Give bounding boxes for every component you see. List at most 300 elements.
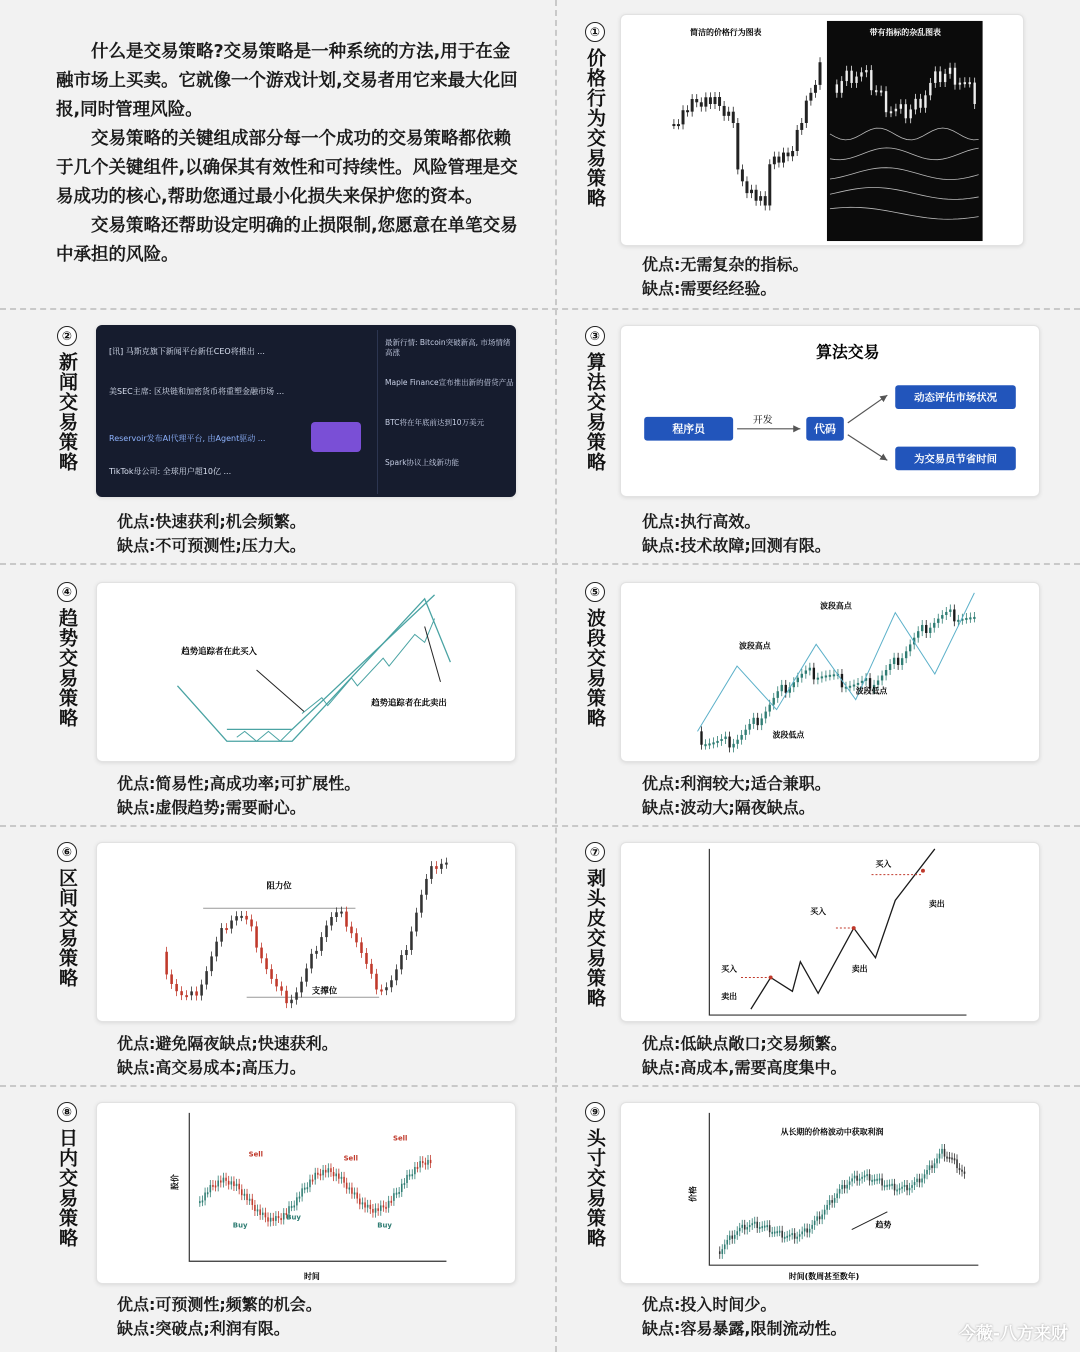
- cons-text: 缺点:波动大;隔夜缺点。: [642, 798, 815, 817]
- candle-body: [911, 1185, 913, 1188]
- candle-body: [861, 1177, 863, 1179]
- candle-body: [210, 956, 213, 971]
- candle-body: [170, 974, 173, 984]
- candle-body: [425, 1163, 427, 1165]
- candle-body: [744, 730, 746, 735]
- strategy-name: 算法交易策略: [584, 352, 606, 472]
- candle-body: [836, 1194, 838, 1199]
- candle-body: [924, 95, 926, 107]
- divider: [377, 330, 378, 494]
- candle-body: [425, 879, 428, 895]
- candle-body: [350, 927, 353, 934]
- candle-body: [202, 1200, 204, 1202]
- candle-body: [420, 895, 423, 913]
- candle-body: [877, 680, 879, 684]
- candle-body: [949, 1157, 951, 1159]
- candle-body: [826, 1205, 828, 1210]
- candle-body: [941, 1149, 943, 1154]
- candle-body: [905, 104, 907, 118]
- candle-body: [773, 698, 775, 705]
- candle-body: [925, 625, 927, 633]
- candle-body: [796, 1237, 798, 1239]
- candle-body: [885, 91, 887, 112]
- candle-body: [190, 991, 193, 995]
- candle-body: [354, 1193, 356, 1195]
- candle-body: [811, 1225, 813, 1229]
- candle-body: [422, 1161, 424, 1163]
- strategy-name: 头寸交易策略: [584, 1128, 606, 1248]
- candle-body: [385, 987, 388, 990]
- candle-body: [349, 1188, 351, 1190]
- candle-body: [435, 866, 438, 869]
- strategy-name: 趋势交易策略: [56, 608, 78, 728]
- candle-body: [854, 1176, 856, 1179]
- candle-body: [280, 986, 283, 990]
- candle-body: [445, 863, 448, 865]
- candle-body: [805, 101, 808, 123]
- candle-body: [370, 1205, 372, 1209]
- candle-body: [949, 609, 951, 611]
- candle-body: [280, 1218, 282, 1220]
- candle-body: [777, 691, 779, 698]
- pros-text: 优点:利润较大;适合兼职。: [642, 774, 831, 793]
- candle-body: [356, 1193, 358, 1199]
- candle-body: [909, 109, 911, 118]
- candle-body: [700, 102, 703, 106]
- candle-body: [954, 68, 956, 85]
- candle-body: [398, 1192, 400, 1194]
- candle-body: [401, 1184, 403, 1192]
- candle-body: [708, 743, 710, 745]
- candle-body: [937, 619, 939, 623]
- sell-label: Sell: [393, 1134, 408, 1143]
- candle-body: [773, 157, 776, 165]
- cons-text: 缺点:容易暴露,限制流动性。: [642, 1319, 847, 1338]
- candle-body: [315, 951, 318, 954]
- chart-title-right: 带有指标的杂乱图表: [869, 27, 941, 37]
- candle-body: [385, 1207, 387, 1209]
- candle-body: [293, 1205, 295, 1207]
- candle-body: [874, 1179, 876, 1181]
- candle-body: [800, 123, 803, 130]
- scalping-chart: [620, 842, 1040, 1022]
- edge-arrow: [848, 395, 888, 423]
- candle-body: [749, 1225, 751, 1227]
- swing-high-label: 波段高点: [739, 641, 771, 651]
- candle-body: [275, 979, 278, 986]
- candle-body: [732, 744, 734, 748]
- candle-body: [859, 1179, 861, 1181]
- candle-body: [969, 82, 971, 84]
- axes: [709, 849, 966, 1015]
- candle-body: [819, 1216, 821, 1219]
- candle-body: [893, 658, 895, 664]
- candle-body: [885, 670, 887, 675]
- candle-body: [806, 1228, 808, 1232]
- candle-body: [200, 985, 203, 996]
- candle-body: [736, 740, 738, 744]
- strategy-name: 新闻交易策略: [56, 352, 78, 472]
- candle-body: [317, 1173, 319, 1175]
- candle-body: [759, 196, 762, 201]
- candle-body: [909, 644, 911, 651]
- pros-text: 优点:执行高效。: [642, 512, 761, 531]
- candle-body: [333, 1172, 335, 1176]
- candle-body: [797, 678, 799, 682]
- candle-body: [809, 93, 812, 101]
- pros-text: 优点:无需复杂的指标。: [642, 255, 809, 274]
- candle-body: [672, 124, 675, 126]
- candle-body: [856, 1176, 858, 1181]
- strategy-name: 波段交易策略: [584, 608, 606, 728]
- candle-body: [752, 718, 754, 724]
- cons-text: 缺点:突破点;利润有限。: [117, 1319, 290, 1338]
- candle-body: [726, 1240, 728, 1245]
- price-action-chart: [620, 14, 1024, 246]
- candle-body: [225, 1178, 227, 1181]
- candle-body: [781, 685, 783, 691]
- candle-body: [360, 942, 363, 953]
- candle-body: [260, 948, 263, 959]
- candle-body: [934, 1163, 936, 1168]
- candle-body: [430, 1160, 432, 1163]
- candle-body: [782, 153, 785, 163]
- candle-body: [741, 169, 744, 181]
- candle-body: [217, 1180, 219, 1186]
- price-line: [697, 593, 974, 731]
- candle-body: [769, 1225, 771, 1232]
- candle-body: [889, 664, 891, 670]
- candle-body: [849, 1181, 851, 1184]
- candle-body: [801, 1232, 803, 1235]
- candle-body: [751, 1223, 753, 1225]
- news-row: Reservoir发布AI代理平台, 由Agent驱动 ...: [109, 434, 266, 443]
- candle-body: [876, 1179, 878, 1181]
- candle-body: [375, 974, 378, 990]
- candle-body: [265, 958, 268, 969]
- strategy-label: [50, 582, 84, 728]
- candle-body: [759, 1227, 761, 1229]
- candle-body: [314, 1173, 316, 1180]
- row-divider: [0, 563, 1080, 565]
- strategy-label: [50, 1102, 84, 1248]
- candle-body: [204, 1193, 206, 1201]
- chart-title-left: 简洁的价格行为图表: [690, 27, 762, 37]
- swing-chart: [620, 582, 1040, 762]
- position-chart: [620, 1102, 1040, 1284]
- candle-body: [906, 1185, 908, 1190]
- candle-body: [884, 1185, 886, 1187]
- candle-body: [761, 1226, 763, 1228]
- candle-body: [850, 71, 852, 83]
- candle-body: [841, 1185, 843, 1189]
- candle-body: [836, 84, 838, 92]
- candle-body: [210, 1185, 212, 1192]
- candle-body: [846, 1185, 848, 1189]
- candle-body: [346, 1183, 348, 1189]
- candle-body: [776, 1231, 778, 1233]
- candle-body: [959, 1168, 961, 1170]
- candle-body: [185, 995, 188, 997]
- intro-paragraph: 什么是交易策略?交易策略是一种系统的方法,用于在金融市场上买卖。它就像一个游戏计划,交易者用它来最大化回报,同时管理风险。: [56, 42, 518, 120]
- algo-diagram: [620, 325, 1040, 497]
- candle-body: [380, 989, 383, 991]
- candle-body: [310, 954, 313, 969]
- candle-body: [427, 1160, 429, 1165]
- candle-body: [841, 81, 843, 93]
- candle-body: [891, 1184, 893, 1186]
- candle-body: [411, 1174, 413, 1176]
- candle-body: [372, 1209, 374, 1213]
- swing-low-label: 波段低点: [772, 730, 805, 740]
- candle-body: [307, 1187, 309, 1189]
- intro-paragraph: 交易策略的关键组成部分每一个成功的交易策略都依赖于几个关键组件,以确保其有效性和可持续性。风险管理是交易成功的核心,帮助您通过最小化损失来保护您的资本。: [56, 129, 518, 207]
- candle-body: [728, 737, 730, 748]
- candle-body: [723, 106, 726, 116]
- candle-body: [748, 724, 750, 730]
- candle-body: [220, 1180, 222, 1182]
- candle-body: [821, 676, 823, 678]
- candle-body: [933, 623, 935, 628]
- candle-body: [739, 1228, 741, 1231]
- candle-body: [919, 1179, 921, 1183]
- strategy-number: ①: [585, 22, 605, 42]
- candle-body: [953, 609, 955, 621]
- candle-body: [791, 1233, 793, 1235]
- candle-body: [338, 1174, 340, 1179]
- candle-body: [881, 675, 883, 680]
- swing-low-label: 波段低点: [855, 686, 888, 696]
- channel-line: [227, 595, 435, 729]
- candle-body: [921, 625, 923, 631]
- chart-title: 从长期的价格波动中获取利润: [780, 1127, 884, 1137]
- candle-body: [799, 1234, 801, 1236]
- candle-body: [941, 615, 943, 619]
- candle-body: [956, 1159, 958, 1168]
- candle-body: [766, 1225, 768, 1227]
- candle-body: [406, 1175, 408, 1183]
- candle-body: [894, 1184, 896, 1191]
- candle-body: [949, 68, 951, 74]
- candle-body: [768, 164, 771, 205]
- candle-body: [901, 1187, 903, 1189]
- candle-body: [869, 1174, 871, 1180]
- strategy-label: [50, 326, 84, 472]
- candle-body: [777, 157, 780, 163]
- candle-body: [709, 97, 712, 104]
- candle-body: [367, 1205, 369, 1208]
- candle-body: [383, 1205, 385, 1207]
- x-axis-label: 时间(数周甚至数年): [788, 1272, 860, 1282]
- candle-body: [917, 631, 919, 638]
- candle-body: [328, 1168, 330, 1172]
- candle-body: [250, 919, 253, 926]
- candle-body: [720, 739, 722, 741]
- sell-label: Sell: [248, 1150, 264, 1159]
- candle-body: [961, 1170, 963, 1172]
- candle-body: [881, 1178, 883, 1185]
- strategy-label: [578, 326, 612, 472]
- candle-body: [734, 1235, 736, 1239]
- price-path: [751, 849, 935, 1009]
- candle-body: [275, 1216, 277, 1221]
- candle-body: [695, 99, 698, 102]
- candle-body: [244, 1194, 246, 1196]
- candle-body: [390, 980, 393, 987]
- strategy-label: [578, 22, 612, 208]
- candle-body: [330, 1168, 332, 1172]
- intraday-chart: [96, 1102, 516, 1284]
- candle-body: [320, 1174, 322, 1176]
- candle-body: [794, 1233, 796, 1239]
- candle-body: [899, 1188, 901, 1190]
- candle-body: [724, 1244, 726, 1249]
- candle-body: [364, 1202, 366, 1207]
- candle-body: [879, 1178, 881, 1180]
- cons-text: 缺点:不可预测性;压力大。: [117, 536, 306, 555]
- intro-paragraph: 交易策略还帮助设定明确的止损限制,您愿意在单笔交易中承担的风险。: [56, 216, 518, 265]
- candle-body: [682, 110, 685, 124]
- candle-body: [205, 971, 208, 984]
- candle-body: [341, 1177, 343, 1179]
- candle-body: [741, 1225, 743, 1228]
- strategy-label: [578, 842, 612, 1008]
- media-thumbnail: [311, 422, 361, 452]
- candle-body: [866, 1174, 868, 1176]
- candle-body: [886, 1185, 888, 1187]
- candle-body: [969, 617, 971, 619]
- candle-body: [769, 705, 771, 712]
- range-chart: [96, 842, 516, 1022]
- candle-body: [718, 97, 721, 106]
- candle-body: [291, 1206, 293, 1208]
- strategy-number: ⑦: [585, 842, 605, 862]
- candle-body: [195, 991, 198, 995]
- candle-body: [241, 1189, 243, 1195]
- candle-body: [238, 1184, 240, 1190]
- row-divider: [0, 1085, 1080, 1087]
- candle-body: [781, 1231, 783, 1238]
- candle-body: [745, 181, 748, 193]
- candle-body: [791, 151, 794, 156]
- candle-body: [916, 1179, 918, 1182]
- candle-body: [175, 984, 178, 991]
- candle-body: [905, 651, 907, 658]
- candle-body: [255, 926, 258, 947]
- candle-body: [335, 912, 338, 917]
- candle-body: [230, 920, 233, 928]
- candle-body: [736, 1231, 738, 1235]
- news-feed-screenshot: [96, 325, 516, 497]
- buy-label: Buy: [377, 1221, 392, 1230]
- candle-body: [819, 62, 822, 85]
- candle-body: [251, 1199, 253, 1205]
- candle-body: [921, 1179, 923, 1183]
- candle-body: [926, 1170, 928, 1174]
- candle-body: [405, 950, 408, 955]
- node-label: 程序员: [672, 422, 705, 436]
- candle-body: [375, 1208, 377, 1212]
- candle-body: [914, 99, 916, 110]
- candle-body: [415, 913, 418, 932]
- candle-body: [300, 982, 303, 993]
- candle-body: [844, 1185, 846, 1188]
- buy-label: 买入: [721, 964, 738, 974]
- candle-body: [750, 190, 753, 193]
- node-label: 动态评估市场状况: [914, 392, 997, 405]
- pros-text: 优点:快速获利;机会频繁。: [117, 512, 306, 531]
- strategy-number: ⑧: [57, 1102, 77, 1122]
- center-divider: [555, 0, 557, 1352]
- candle-body: [845, 71, 847, 81]
- candle-body: [944, 1149, 946, 1157]
- candle-body: [223, 1178, 225, 1183]
- strategy-label: [578, 1102, 612, 1248]
- candle-body: [712, 742, 714, 744]
- candle-body: [400, 955, 403, 969]
- node-label: 代码: [814, 422, 836, 436]
- candle-body: [257, 1209, 259, 1211]
- strategy-number: ③: [585, 326, 605, 346]
- candle-body: [410, 931, 413, 949]
- candle-body: [295, 992, 298, 999]
- candle-body: [236, 1184, 238, 1186]
- candle-body: [325, 925, 328, 937]
- strategy-number: ⑥: [57, 842, 77, 862]
- candle-body: [824, 1210, 826, 1215]
- candle-body: [220, 928, 223, 942]
- buy-label: 买入: [810, 907, 827, 917]
- candle-body: [343, 1177, 345, 1183]
- strategy-number: ⑤: [585, 582, 605, 602]
- sell-label: 卖出: [928, 899, 945, 909]
- candle-body: [864, 1175, 866, 1177]
- candle-body: [362, 1202, 364, 1204]
- pros-text: 优点:投入时间少。: [642, 1295, 777, 1314]
- candle-body: [365, 953, 368, 964]
- trend-chart: [96, 582, 516, 762]
- candle-body: [714, 97, 717, 104]
- candle-body: [299, 1197, 301, 1199]
- candle-body: [272, 1218, 274, 1221]
- candle-body: [973, 83, 975, 104]
- candle-body: [756, 1222, 758, 1228]
- swing-high-label: 波段高点: [820, 601, 852, 611]
- candle-body: [377, 1208, 379, 1211]
- candle-body: [904, 1185, 906, 1187]
- candle-body: [829, 675, 831, 677]
- buy-label: Buy: [232, 1221, 248, 1230]
- row-divider: [0, 308, 1080, 310]
- candle-body: [889, 1184, 891, 1186]
- candle-body: [936, 1159, 938, 1164]
- candle-body: [929, 83, 931, 95]
- strategy-label: [578, 582, 612, 728]
- news-side-item: Maple Finance宣布推出新的借贷产品: [385, 378, 514, 387]
- candle-body: [831, 1200, 833, 1203]
- candle-body: [857, 683, 859, 685]
- candle-body: [396, 1193, 398, 1195]
- sell-label: 卖出: [721, 992, 738, 1002]
- candle-body: [834, 1198, 836, 1203]
- candle-body: [787, 153, 790, 157]
- candle-body: [165, 952, 168, 975]
- edge-label: 开发: [752, 414, 773, 426]
- candle-body: [199, 1201, 201, 1203]
- candle-body: [774, 1232, 776, 1234]
- candle-body: [700, 731, 702, 744]
- candle-body: [430, 866, 433, 879]
